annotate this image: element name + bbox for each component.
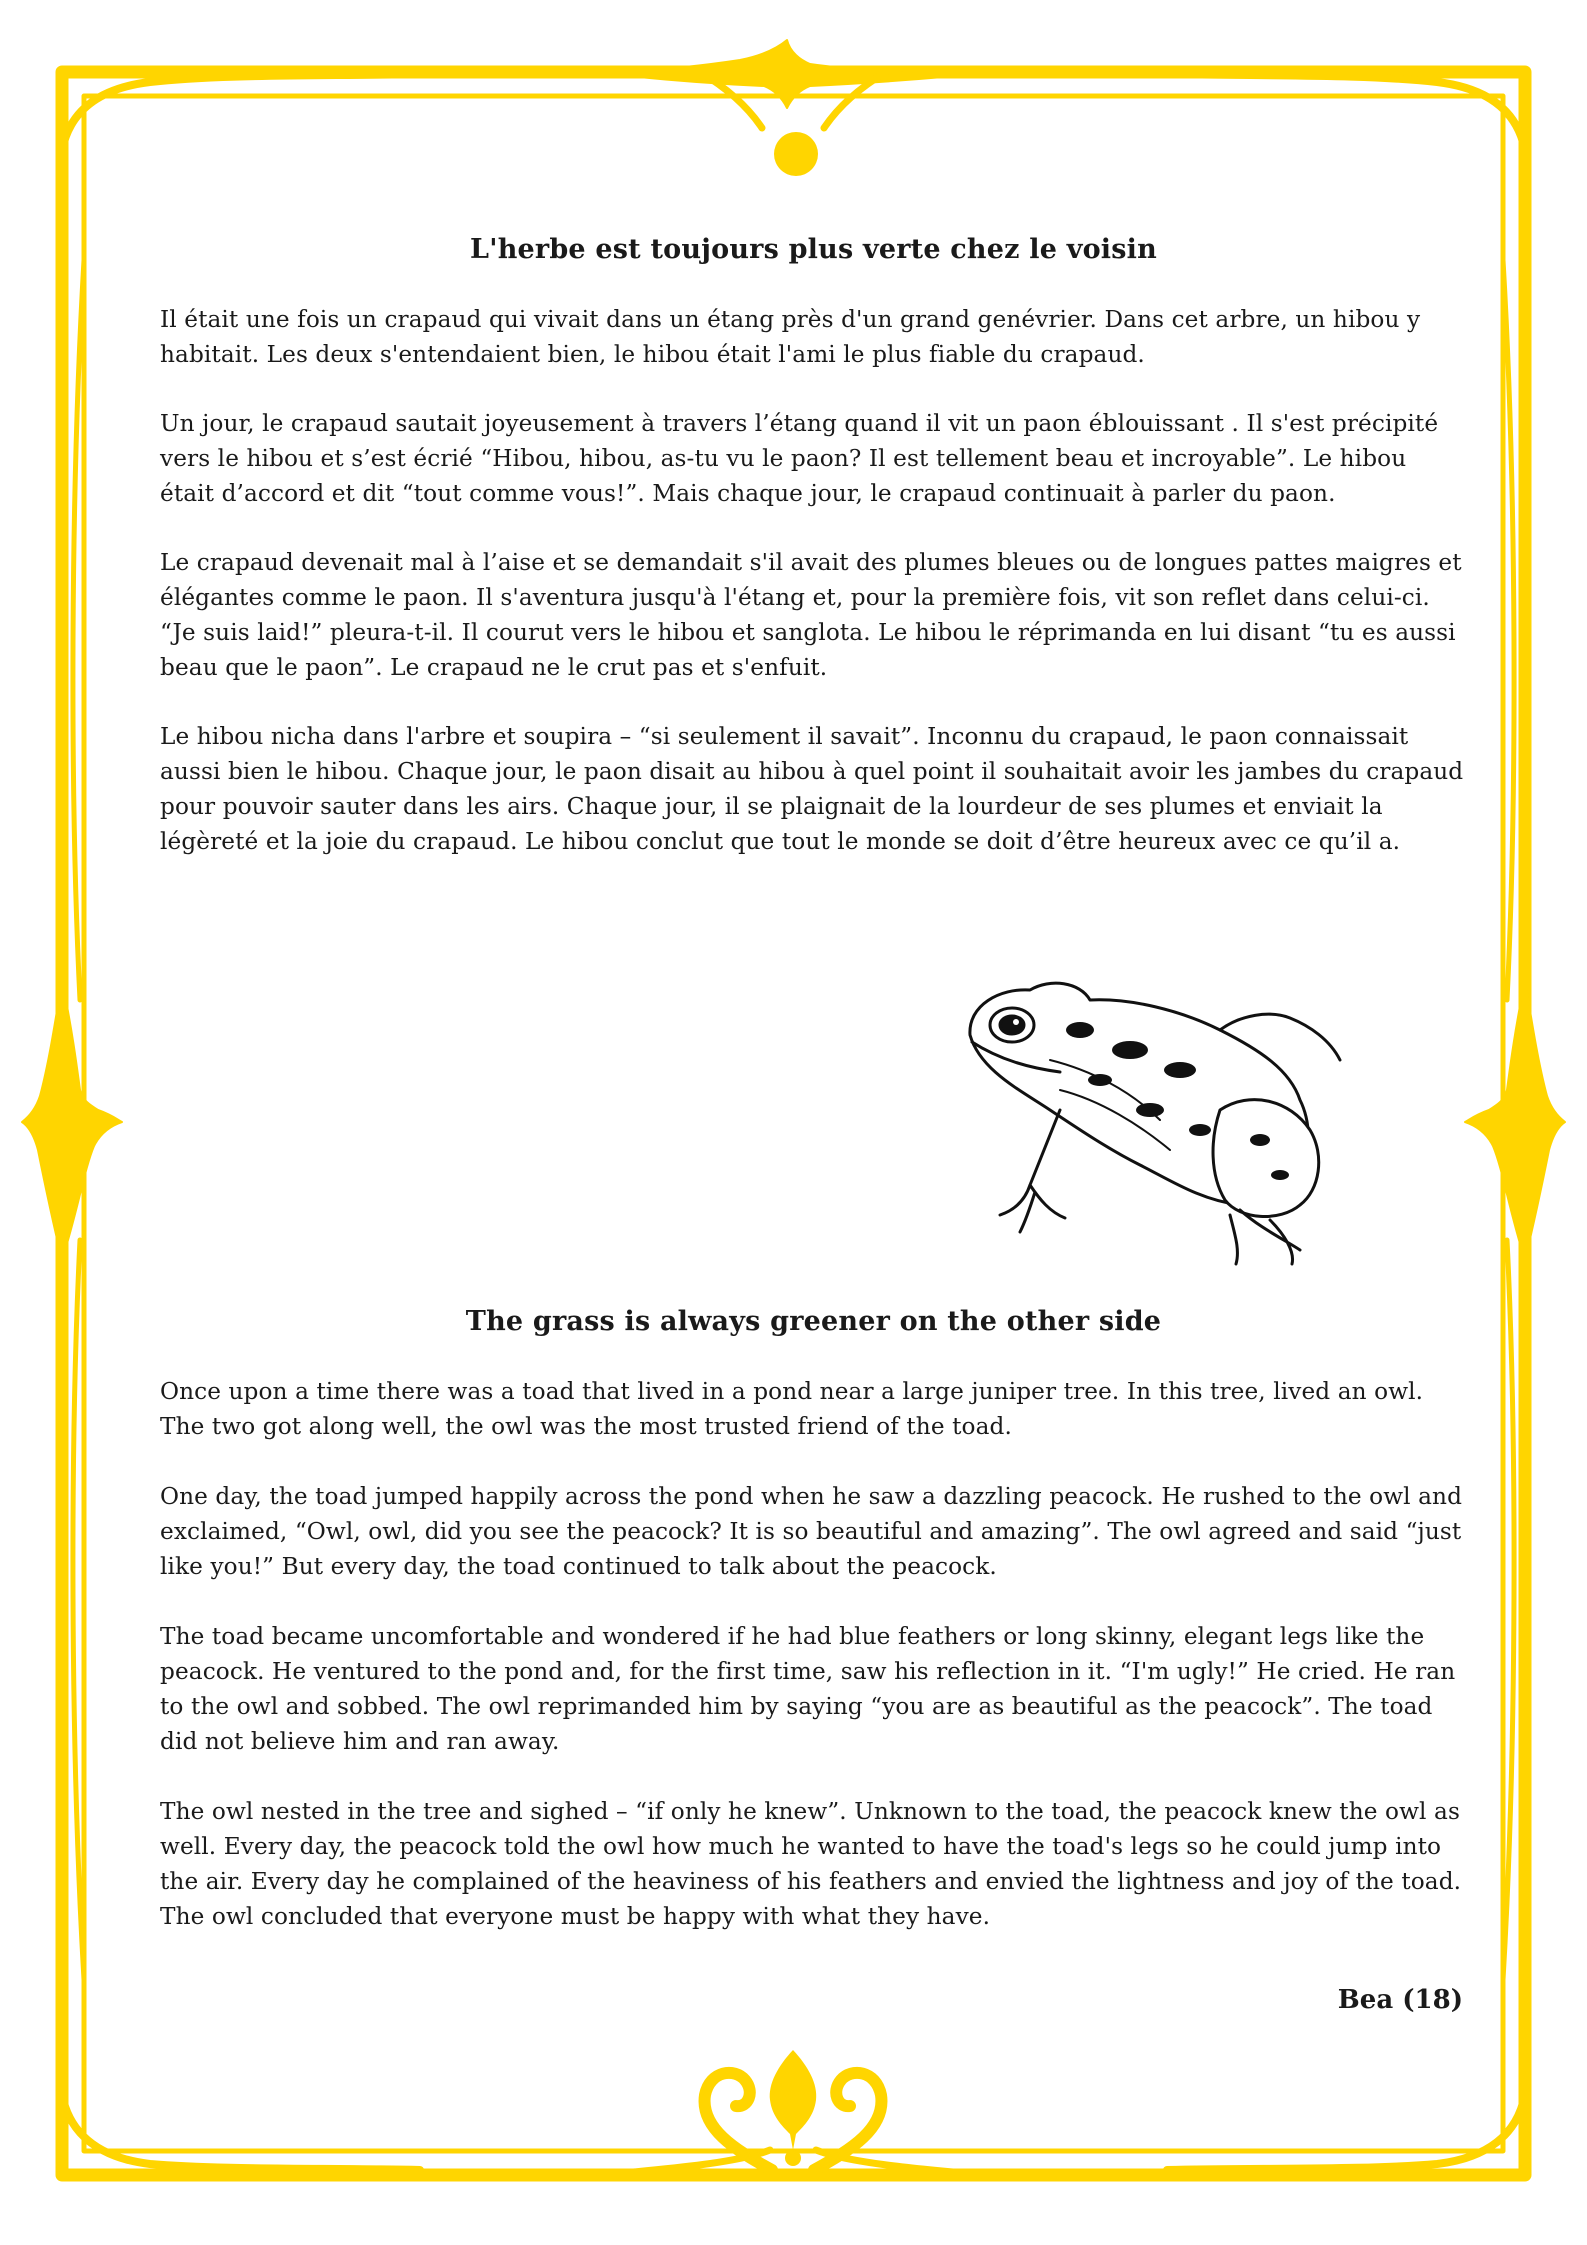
french-title: L'herbe est toujours plus verte chez le voisin [470,234,1157,265]
english-content [160,1304,1467,1969]
english-title: The grass is always greener on the other side [465,1306,1162,1337]
toad-illustration-icon [940,960,1380,1280]
french-paragraph-2: Un jour, le crapaud sautait joyeusement à travers l’étang quand il vit un paon éblouissant . Il s'est précipité vers le hibou et s’est écrié “Hibou, hibou, as-tu vu le paon? Il est tellement beau et incroyable”. Le hibou était d’accord et dit “tout comme vous!”. Mais chaque jour, le crapaud continuait à parler du paon. [160,410,1439,507]
french-story [160,232,1467,859]
english-story [160,1304,1467,1934]
french-paragraph-1: Il était une fois un crapaud qui vivait dans un étang près d'un grand genévrier. Dans cet arbre, un hibou y habitait. Les deux s'entendaient bien, le hibou était l'ami le plus fiable du crapaud. [160,306,1421,368]
french-paragraph-3: Le crapaud devenait mal à l’aise et se demandait s'il avait des plumes bleues ou de longues pattes maigres et élégantes comme le paon. Il s'aventura jusqu'à l'étang et, pour la première fois, vit son reflet dans celui-ci. “Je suis laid!” pleura-t-il. Il courut vers le hibou et sanglota. Le hibou le réprimanda en lui disant “tu es aussi beau que le paon”. Le crapaud ne le crut pas et s'enfuit. [160,549,1462,681]
story-content [160,232,1467,893]
english-paragraph-3: The toad became uncomfortable and wondered if he had blue feathers or long skinny, elegant legs like the peacock. He ventured to the pond and, for the first time, saw his reflection in it. “I'm ugly!” He cried. He ran to the owl and sobbed. The owl reprimanded him by saying “you are as beautiful as the peacock”. The toad did not believe him and ran away. [160,1623,1456,1755]
author-signature: Bea (18) [1337,1985,1463,2015]
french-paragraph-4: Le hibou nicha dans l'arbre et soupira – “si seulement il savait”. Inconnu du crapaud, le paon connaissait aussi bien le hibou. Chaque jour, le paon disait au hibou à quel point il souhaitait avoir les jambes du crapaud pour pouvoir sauter dans les airs. Chaque jour, il se plaignait de la lourdeur de ses plumes et enviait la légèreté et la joie du crapaud. Le hibou conclut que tout le monde se doit d’être heureux avec ce qu’il a. [160,723,1464,855]
english-paragraph-4: The owl nested in the tree and sighed – “if only he knew”. Unknown to the toad, the peacock knew the owl as well. Every day, the peacock told the owl how much he wanted to have the toad's legs so he could jump into the air. Every day he complained of the heaviness of his feathers and envied the lightness and joy of the toad. The owl concluded that everyone must be happy with what they have. [160,1798,1462,1930]
english-paragraph-1: Once upon a time there was a toad that lived in a pond near a large juniper tree. In this tree, lived an owl. The two got along well, the owl was the most trusted friend of the toad. [160,1378,1424,1440]
english-paragraph-2: One day, the toad jumped happily across the pond when he saw a dazzling peacock. He rushed to the owl and exclaimed, “Owl, owl, did you see the peacock? It is so beautiful and amazing”. The owl agreed and said “just like you!” But every day, the toad continued to talk about the peacock. [160,1483,1463,1580]
